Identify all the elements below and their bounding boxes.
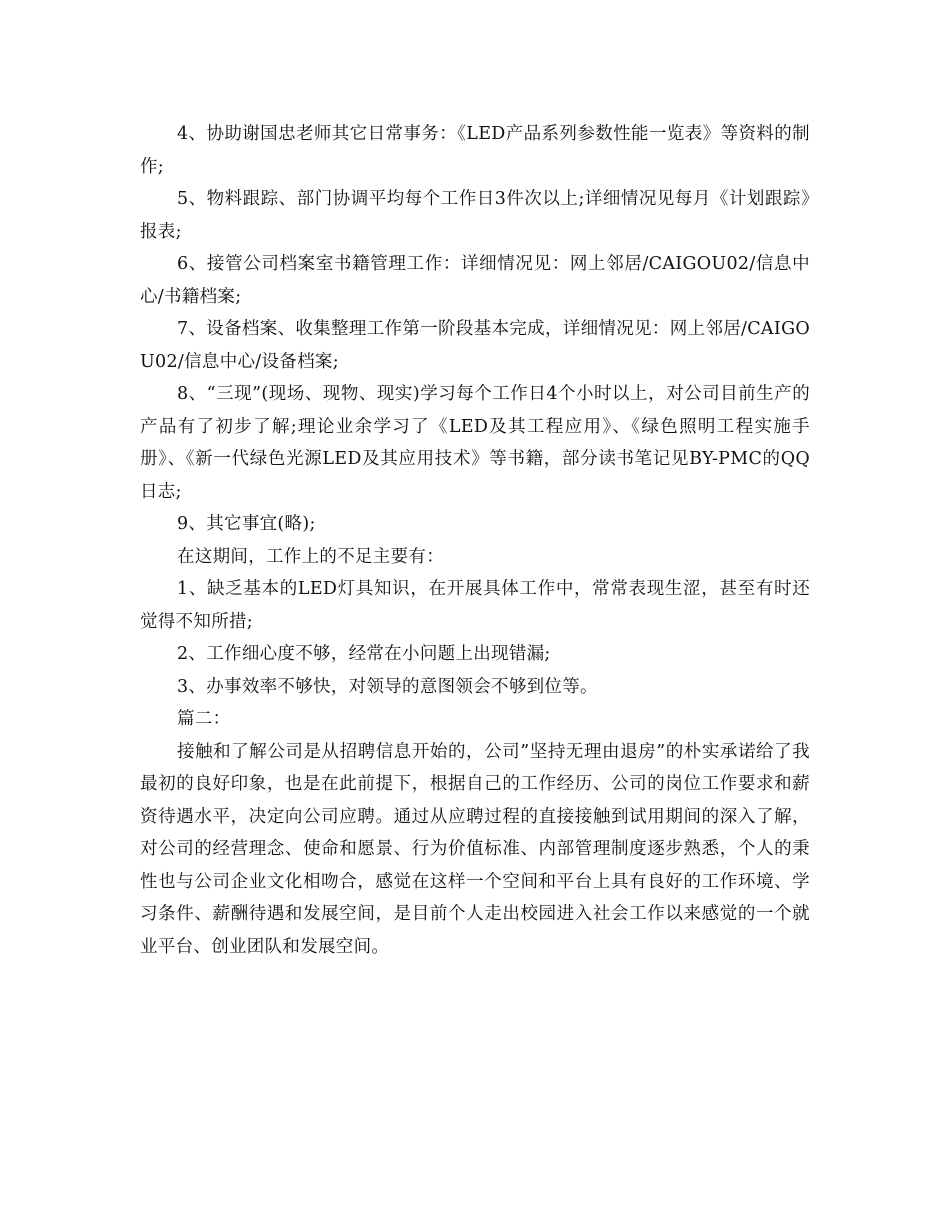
paragraph-item-7: 7、设备档案、收集整理工作第一阶段基本完成，详细情况见：网上邻居/CAIGOU02/信息中心/设备档案; [140,319,810,372]
paragraph-item-6: 6、接管公司档案室书籍管理工作：详细情况见：网上邻居/CAIGOU02/信息中心/书籍档案; [140,254,810,307]
section-heading: 篇二： [177,709,231,729]
shortcoming-item-2: 2、工作细心度不够，经常在小问题上出现错漏; [177,644,551,664]
shortcoming-item-1: 1、缺乏基本的LED灯具知识，在开展具体工作中，常常表现生涩，甚至有时还觉得不知所措; [140,579,810,632]
shortcomings-intro: 在这期间，工作上的不足主要有： [177,546,444,567]
section-body-paragraph: 接触和了解公司是从招聘信息开始的，公司”坚持无理由退房”的朴实承诺给了我最初的良好印象，也是在此前提下，根据自己的工作经历、公司的岗位工作要求和薪资待遇水平，决定向公司应聘。通过从应聘过程的直接接触到试用期间的深入了解，对公司的经营理念、使命和愿景、行为价值标准、内部管理制度逐步熟悉，个人的秉性也与公司企业文化相吻合，感觉在这样一个空间和平台上具有良好的工作环境、学习条件、薪酬待遇和发展空间，是目前个人走出校园进入社会工作以来感觉的一个就业平台、创业团队和发展空间。 [140,741,810,957]
document-body [140,118,810,963]
paragraph-item-8: 8、“三现”(现场、现物、现实)学习每个工作日4个小时以上，对公司目前生产的产品有了初步了解;理论业余学习了《LED及其工程应用》、《绿色照明工程实施手册》、《新一代绿色光源LED及其应用技术》等书籍，部分读书笔记见BY-PMC的QQ日志; [140,384,810,502]
paragraph-item-9: 9、其它事宜(略); [177,514,316,534]
paragraph-item-5: 5、物料跟踪、部门协调平均每个工作日3件次以上;详细情况见每月《计划跟踪》报表; [140,189,810,242]
paragraph-item-4: 4、协助谢国忠老师其它日常事务：《LED产品系列参数性能一览表》等资料的制作; [140,124,810,177]
shortcoming-item-3: 3、办事效率不够快，对领导的意图领会不够到位等。 [177,676,598,697]
